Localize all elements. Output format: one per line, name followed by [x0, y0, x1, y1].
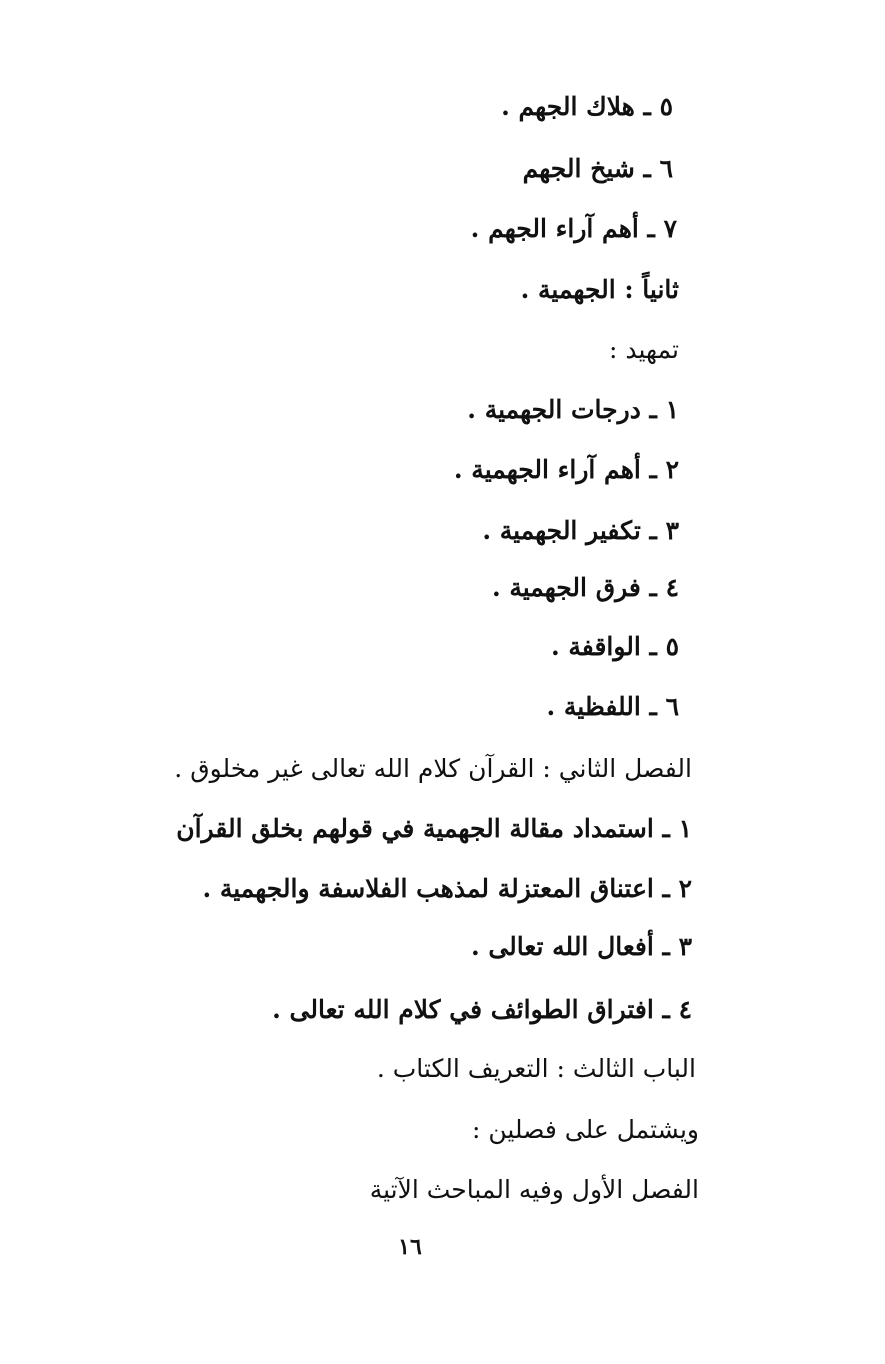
- toc-line-8: ٣ ـ تكفير الجهمية .: [482, 516, 679, 545]
- toc-line-2: ٦ ـ شيخ الجهم: [522, 154, 673, 183]
- chapter-heading-second: الفصل الثاني : القرآن كلام الله تعالى غير مخلوق .: [174, 754, 692, 783]
- section-heading-jahmiyya: ثانياً : الجهمية .: [520, 275, 679, 304]
- page-number: ١٦: [398, 1234, 422, 1260]
- intro-heading: تمهيد :: [609, 335, 679, 364]
- toc-line-16: ٤ ـ افتراق الطوائف في كلام الله تعالى .: [272, 995, 692, 1024]
- toc-line-6: ١ ـ درجات الجهمية .: [467, 395, 679, 424]
- toc-line-1: ٥ ـ هلاك الجهم .: [501, 92, 673, 121]
- toc-line-15: ٣ ـ أفعال الله تعالى .: [470, 932, 692, 961]
- toc-line-11: ٦ ـ اللفظية .: [546, 692, 679, 721]
- chapter-heading-first: الفصل الأول وفيه المباحث الآتية: [369, 1175, 699, 1204]
- contains-two-chapters: ويشتمل على فصلين :: [471, 1115, 699, 1144]
- toc-line-9: ٤ ـ فرق الجهمية .: [491, 573, 679, 602]
- toc-line-7: ٢ ـ أهم آراء الجهمية .: [453, 455, 679, 484]
- part-heading-third: الباب الثالث : التعريف الكتاب .: [376, 1054, 696, 1083]
- toc-line-14: ٢ ـ اعتناق المعتزلة لمذهب الفلاسفة والجهمية .: [202, 874, 692, 903]
- toc-line-13: ١ ـ استمداد مقالة الجهمية في قولهم بخلق القرآن: [176, 814, 692, 843]
- toc-line-3: ٧ ـ أهم آراء الجهم .: [470, 214, 677, 243]
- toc-line-10: ٥ ـ الواقفة .: [550, 632, 679, 661]
